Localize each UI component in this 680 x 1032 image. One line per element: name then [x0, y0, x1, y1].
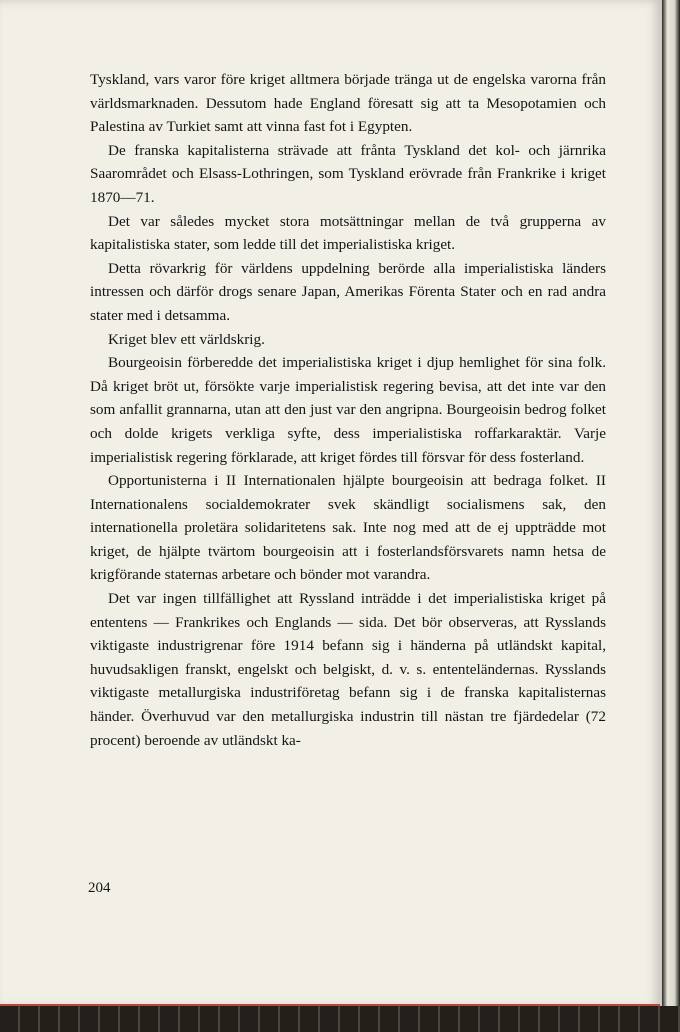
paragraph: Opportunisterna i II Internationalen hjälpte bourgeoisin att bedraga folket. II Internationalens socialdemokrater svek skändligt socialismens sak, den internationella proletära solidaritetens sak. Inte nog med att de ej uppträdde mot kriget, de hjälpte tvärtom bourgeoisin att i fosterlandsförsvarets namn hetsa de krigförande staternas arbetare och bönder mot varandra. — [90, 472, 606, 584]
paragraph: Bourgeoisin förberedde det imperialistiska kriget i djup hemlighet för sina folk. Då kriget bröt ut, försökte varje imperialistisk regering bevisa, att det inte var den som anfallit grannarna, utan att den just var den angripna. Bourgeoisin bedrog folket och dolde krigets verkliga syfte, dess imperialistiska roffarkaraktär. Varje imperialistisk regering förklarade, att kriget fördes till försvar för dess fosterland. — [90, 354, 606, 466]
paragraph: Det var således mycket stora motsättningar mellan de två grupperna av kapitalistiska stater, som ledde till det imperialistiska kriget. — [90, 212, 606, 254]
paragraph: Tyskland, vars varor före kriget alltmera började tränga ut de engelska varorna från världsmarknaden. Dessutom hade England föresatt sig att ta Mesopotamien och Palestina av Turkiet samt att vinna fast fot i Egypten. — [90, 71, 606, 136]
page-number: 204 — [88, 880, 111, 896]
book-spine-edge — [662, 0, 680, 1008]
body-text — [90, 68, 606, 752]
paragraph: Detta rövarkrig för världens uppdelning berörde alla imperialistiska länders intressen och därför drogs senare Japan, Amerikas Förenta Stater och en rad andra stater med i detsamma. — [90, 259, 606, 324]
paragraph: De franska kapitalisterna strävade att fråntа Tyskland det kol- och järnrika Saarområdet och Elsass-Lothringen, som Tyskland erövrade från Frankrike i kriget 1870—71. — [90, 141, 606, 206]
paragraph: Kriget blev ett världskrig. — [108, 330, 265, 348]
paragraph: Det var ingen tillfällighet att Ryssland inträdde i det imperialistiska kriget på ententens — Frankrikes och Englands — sida. Det bör observeras, att Rysslands viktigaste industrigrenar före 1914 befann sig i händerna på utländskt kapital, huvudsakligen franskt, engelskt och belgiskt, d. v. s. ententeländernas. Rysslands viktigaste metallurgiska industriföretag befann sig i de franska kapitalisternas händer. Överhuvud var den metallurgiska industrin till nästan tre fjärdedelar (72 procent) beroende av utländskt ka- — [90, 590, 606, 749]
scanner-background — [0, 1006, 680, 1032]
